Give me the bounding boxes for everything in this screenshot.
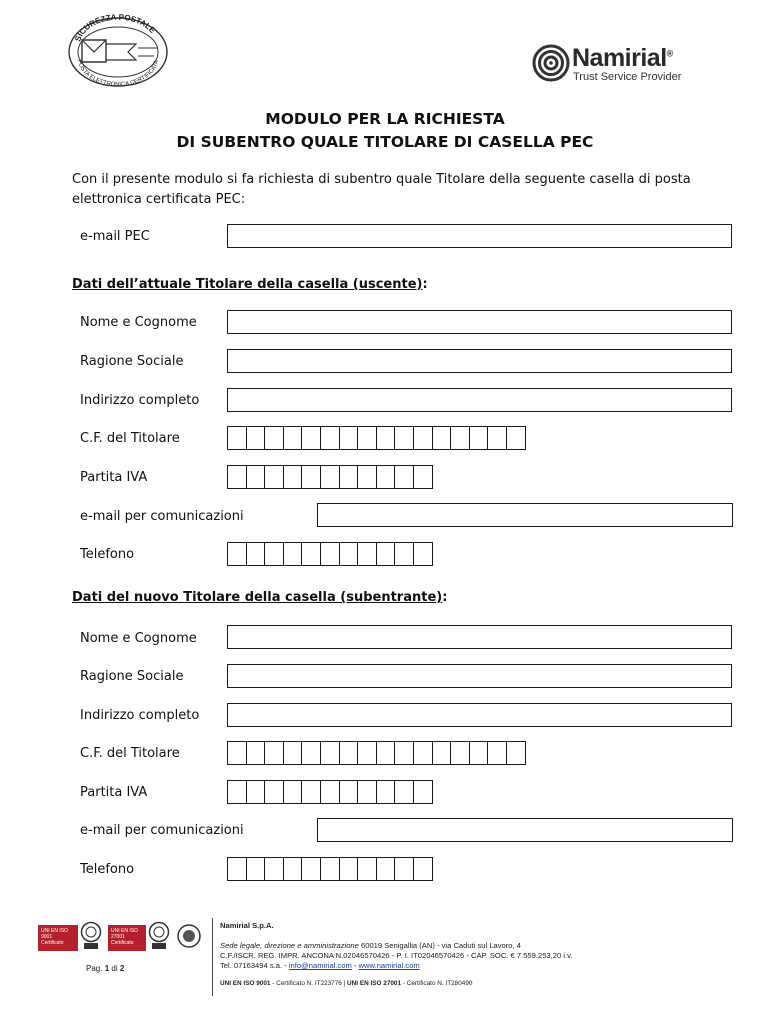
label-ragione-sociale: Ragione Sociale [80,669,184,684]
char-box[interactable] [394,741,414,765]
email-comunicazioni-field[interactable] [317,818,733,842]
pec-seal-logo [66,14,170,90]
char-box[interactable] [357,426,377,450]
char-box[interactable] [320,857,340,881]
char-box[interactable] [413,780,433,804]
char-box[interactable] [469,741,489,765]
char-box[interactable] [376,542,396,566]
char-box[interactable] [357,542,377,566]
char-box[interactable] [394,465,414,489]
char-box[interactable] [376,465,396,489]
label-indirizzo: Indirizzo completo [80,393,200,408]
char-box[interactable] [394,780,414,804]
label-partita-iva: Partita IVA [80,470,148,485]
char-box[interactable] [413,465,433,489]
nome-cognome-field[interactable] [227,625,732,649]
ragione-sociale-field[interactable] [227,349,732,373]
footer-cf-line: C.F./ISCR. REG. IMPR. ANCONA N.02046570426 - P. I. IT02046570426 - CAP. SOC. € 7.559.253,20 i.v. [220,951,573,960]
certification-seal-icon [80,921,102,951]
char-box[interactable] [301,780,321,804]
char-box[interactable] [283,857,303,881]
label-email-comunicazioni: e-mail per comunicazioni [80,509,244,524]
char-box[interactable] [506,741,526,765]
char-box[interactable] [264,857,284,881]
char-box[interactable] [413,542,433,566]
svg-text:POSTA ELETTRONICA CERTIFICATA [76,59,160,88]
char-box[interactable] [413,741,433,765]
label-ragione-sociale: Ragione Sociale [80,354,184,369]
label-telefono: Telefono [80,547,135,562]
char-box[interactable] [413,426,433,450]
indirizzo-field[interactable] [227,388,732,412]
char-box[interactable] [301,542,321,566]
char-box[interactable] [487,741,507,765]
char-box[interactable] [320,741,340,765]
footer-web-link[interactable]: www.namirial.com [358,961,420,970]
char-box[interactable] [246,426,266,450]
seal-bottom-text: POSTA ELETTRONICA CERTIFICATA [75,59,160,89]
char-box[interactable] [376,857,396,881]
footer-iso-line: UNI EN ISO 9001 - Certificato N. IT223776 | UNI EN ISO 27001 - Certificato N. IT280490 [220,980,473,987]
char-box[interactable] [432,426,452,450]
char-box[interactable] [339,542,359,566]
char-box[interactable] [283,741,303,765]
char-box[interactable] [469,426,489,450]
footer-sede: Sede legale, direzione e amministrazione 60019 Senigallia (AN) - via Caduti sul Lavoro, 4 [220,941,521,950]
brand-logo [530,42,700,88]
footer-email-link[interactable]: info@namirial.com [288,961,352,970]
char-box[interactable] [246,465,266,489]
char-box[interactable] [450,426,470,450]
char-box[interactable] [301,857,321,881]
email-comunicazioni-field[interactable] [317,503,733,527]
partita-iva-boxes[interactable] [227,465,433,489]
accreditation-seal-icon [177,923,201,949]
char-box[interactable] [301,465,321,489]
char-box[interactable] [376,780,396,804]
char-box[interactable] [227,857,247,881]
namirial-mark-icon [532,44,570,82]
char-box[interactable] [227,741,247,765]
cf-titolare-boxes[interactable] [227,741,526,765]
label-nome-cognome: Nome e Cognome [80,631,197,646]
char-box[interactable] [487,426,507,450]
telefono-boxes[interactable] [227,542,433,566]
certification-seal-icon [148,921,170,951]
nome-cognome-field[interactable] [227,310,732,334]
brand-registered-mark: ® [666,48,673,59]
char-box[interactable] [320,465,340,489]
intro-text: Con il presente modulo si fa richiesta di subentro quale Titolare della seguente casella di posta elettronica certificata PEC: [72,172,691,207]
telefono-boxes[interactable] [227,857,433,881]
char-box[interactable] [450,741,470,765]
char-box[interactable] [246,857,266,881]
label-cf-titolare: C.F. del Titolare [80,431,180,446]
indirizzo-field[interactable] [227,703,732,727]
char-box[interactable] [301,426,321,450]
section-heading-subentrante: Dati del nuovo Titolare della casella (subentrante): [72,590,448,605]
form-title-line2: DI SUBENTRO QUALE TITOLARE DI CASELLA PEC [176,133,594,151]
section-heading-uscente: Dati dell’attuale Titolare della casella (uscente): [72,277,428,292]
seal-top-text: SICUREZZA POSTALE [73,14,158,43]
char-box[interactable] [246,741,266,765]
char-box[interactable] [264,780,284,804]
label-email-comunicazioni: e-mail per comunicazioni [80,823,244,838]
label-nome-cognome: Nome e Cognome [80,315,197,330]
char-box[interactable] [394,426,414,450]
pec-email-label: e-mail PEC [80,229,150,244]
cf-titolare-boxes[interactable] [227,426,526,450]
char-box[interactable] [283,465,303,489]
char-box[interactable] [320,542,340,566]
char-box[interactable] [246,780,266,804]
char-box[interactable] [283,780,303,804]
char-box[interactable] [264,741,284,765]
char-box[interactable] [320,780,340,804]
char-box[interactable] [283,542,303,566]
brand-tagline: Trust Service Provider [573,71,682,83]
brand-name: Namirial® [572,44,673,72]
char-box[interactable] [339,780,359,804]
label-indirizzo: Indirizzo completo [80,708,200,723]
label-partita-iva: Partita IVA [80,785,148,800]
form-title-line1: MODULO PER LA RICHIESTA [265,110,505,128]
char-box[interactable] [227,465,247,489]
footer-company: Namirial S.p.A. [220,921,274,930]
svg-text:SICUREZZA POSTALE [73,14,157,43]
char-box[interactable] [432,741,452,765]
char-box[interactable] [413,857,433,881]
char-box[interactable] [357,741,377,765]
pec-email-field[interactable] [227,224,732,248]
cert-badge-iso27001: UNI EN ISO 27001 Certificato [108,925,146,951]
cert-badge-iso9001: UNI EN ISO 9001 Certificato [38,925,78,951]
char-box[interactable] [394,857,414,881]
char-box[interactable] [394,542,414,566]
char-box[interactable] [339,426,359,450]
char-box[interactable] [376,426,396,450]
char-box[interactable] [357,465,377,489]
char-box[interactable] [227,780,247,804]
char-box[interactable] [357,857,377,881]
label-cf-titolare: C.F. del Titolare [80,746,180,761]
char-box[interactable] [357,780,377,804]
char-box[interactable] [339,857,359,881]
char-box[interactable] [301,741,321,765]
footer-divider [212,918,213,996]
char-box[interactable] [227,426,247,450]
char-box[interactable] [506,426,526,450]
char-box[interactable] [264,465,284,489]
char-box[interactable] [339,465,359,489]
ragione-sociale-field[interactable] [227,664,732,688]
char-box[interactable] [283,426,303,450]
page-number: Pag. 1 di 2 [86,964,125,973]
char-box[interactable] [339,741,359,765]
char-box[interactable] [264,542,284,566]
footer-contacts: Tel. 07163494 s.a. - info@namirial.com - www.namirial.com [220,961,420,970]
char-box[interactable] [376,741,396,765]
partita-iva-boxes[interactable] [227,780,433,804]
label-telefono: Telefono [80,862,135,877]
char-box[interactable] [264,426,284,450]
char-box[interactable] [246,542,266,566]
char-box[interactable] [320,426,340,450]
char-box[interactable] [227,542,247,566]
